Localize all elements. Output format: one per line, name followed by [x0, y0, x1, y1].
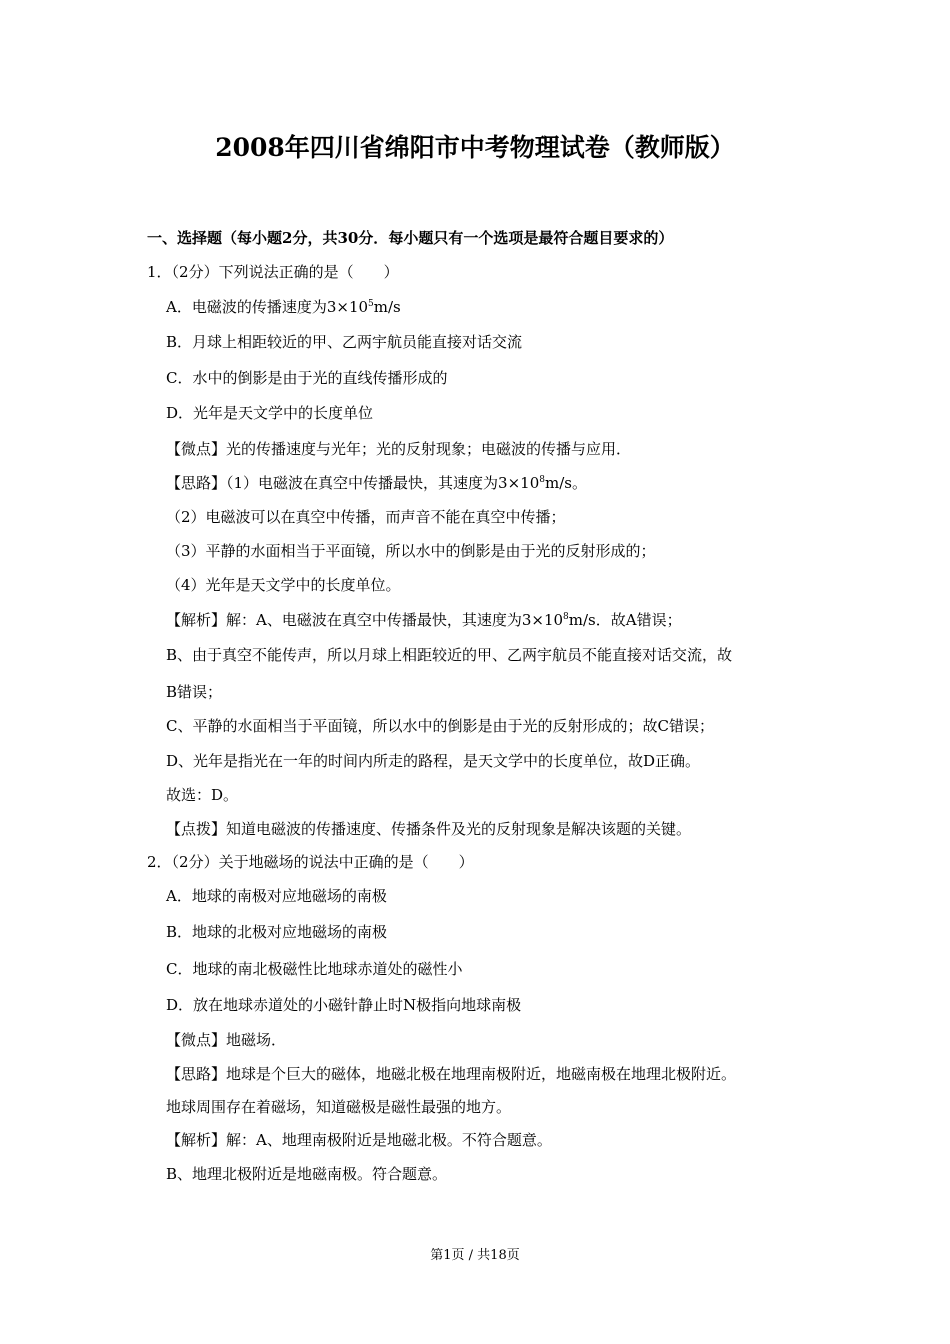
question-1-jiexi-1: 【解析】解：A、电磁波在真空中传播最快，其速度为$3\times 10^8m/s$．故A错误；: [166, 611, 682, 629]
question-2-stem: 2．（2分）关于地磁场的说法中正确的是（ ）: [147, 853, 474, 871]
question-2-option-d: D．放在地球赤道处的小磁针静止时N极指向地球南极: [166, 996, 522, 1014]
question-1-option-a: A．电磁波的传播速度为$3\times 10^5m/s$: [166, 298, 401, 316]
question-2-option-b: B．地球的北极对应地磁场的南极: [166, 923, 388, 941]
question-1-stem: 1．（2分）下列说法正确的是（ ）: [147, 263, 399, 281]
question-1-option-b: B．月球上相距较近的甲、乙两宇航员能直接对话交流: [166, 333, 523, 351]
question-1-option-d: D．光年是天文学中的长度单位: [166, 404, 374, 422]
question-2-silu-2: 地球周围存在着磁场，知道磁极是磁性最强的地方。: [166, 1098, 512, 1116]
question-2-option-c: C．地球的南北极磁性比地球赤道处的磁性小: [166, 960, 463, 978]
question-2-silu-1: 【思路】地球是个巨大的磁体，地磁北极在地理南极附近，地磁南极在地理北极附近。: [166, 1065, 737, 1083]
question-1-option-c: C．水中的倒影是由于光的直线传播形成的: [166, 369, 448, 387]
question-2-option-a: A．地球的南极对应地磁场的南极: [166, 887, 387, 905]
question-1-jiexi-2: B、由于真空不能传声，所以月球上相距较近的甲、乙两宇航员不能直接对话交流，故: [166, 646, 733, 664]
page-title: 2008年四川省绵阳市中考物理试卷（教师版）: [215, 133, 735, 162]
question-1-silu-2: （2）电磁波可以在真空中传播，而声音不能在真空中传播；: [166, 508, 566, 526]
question-1-jiexi-3: B错误；: [166, 683, 223, 701]
section-heading: 一、选择题（每小题2分，共30分．每小题只有一个选项是最符合题目要求的）: [147, 229, 674, 247]
question-1-silu-3: （3）平静的水面相当于平面镜，所以水中的倒影是由于光的反射形成的；: [166, 542, 656, 560]
question-1-jiexi-4: C、平静的水面相当于平面镜，所以水中的倒影是由于光的反射形成的；故C错误；: [166, 717, 714, 735]
question-1-answer: 故选：D。: [166, 786, 239, 804]
question-1-dianbo: 【点拨】知道电磁波的传播速度、传播条件及光的反射现象是解决该题的关键。: [166, 820, 692, 838]
question-1-silu-4: （4）光年是天文学中的长度单位。: [166, 576, 401, 594]
page-footer: 第1页 / 共18页: [430, 1248, 520, 1263]
question-2-weidian: 【微点】地磁场．: [166, 1031, 287, 1049]
question-2-jiexi-1: 【解析】解：A、地理南极附近是地磁北极。不符合题意。: [166, 1131, 552, 1149]
question-2-jiexi-2: B、地理北极附近是地磁南极。符合题意。: [166, 1165, 448, 1183]
question-1-weidian: 【微点】光的传播速度与光年；光的反射现象；电磁波的传播与应用．: [166, 440, 632, 458]
question-1-silu-1: 【思路】（1）电磁波在真空中传播最快，其速度为$3\times 10^8m/s$。: [166, 474, 587, 492]
question-1-jiexi-5: D、光年是指光在一年的时间内所走的路程，是天文学中的长度单位，故D正确。: [166, 752, 701, 770]
